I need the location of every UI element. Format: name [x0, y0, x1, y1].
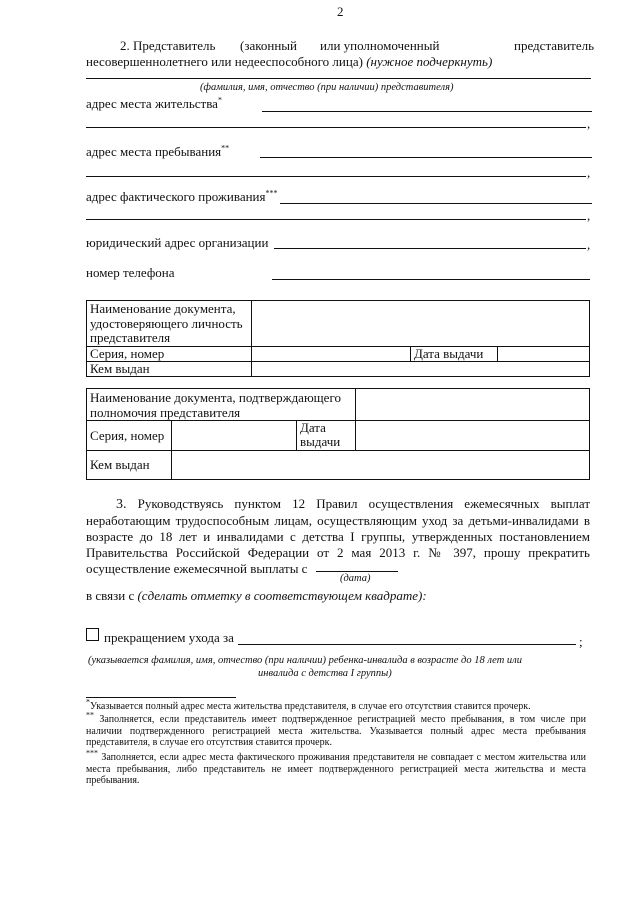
identity-issued-by-cell[interactable]: [252, 361, 590, 376]
care-termination-checkbox[interactable]: [86, 628, 99, 641]
section2-heading-line2: [86, 54, 492, 69]
stay-address-comma: ,: [587, 165, 591, 180]
section2-heading-part2: (законный: [240, 38, 297, 53]
footnote-3: [86, 748, 586, 787]
phone-label: номер телефона: [86, 265, 175, 280]
section2-heading-hint: (нужное подчеркнуть): [366, 54, 493, 69]
section2-heading-part4: представитель: [514, 38, 595, 53]
identity-document-table: [86, 300, 590, 377]
representative-name-line[interactable]: [86, 78, 591, 79]
identity-doc-name-cell[interactable]: [252, 301, 590, 347]
representative-name-caption: (фамилия, имя, отчество (при наличии) представителя): [200, 82, 454, 93]
footnote-2-text: Заполняется, если представитель имеет подтвержденное регистрацией место пребывания, в том числе при наличии подтвержденного регистрацией места жительства. Указывается полный адрес места пребывания представителя, в случае его отсутствия ставится прочерк.: [86, 714, 586, 748]
footnote-1-text: Указывается полный адрес места жительства представителя, в случае его отсутствия ставится прочерк.: [90, 701, 531, 712]
identity-doc-name-label: Наименование документа, удостоверяющего личность представителя: [87, 301, 252, 347]
residence-address-comma: ,: [587, 116, 591, 131]
residence-address-text: адрес места жительства: [86, 96, 218, 111]
identity-series-label: Серия, номер: [87, 346, 252, 361]
authority-series-label: Серия, номер: [87, 421, 172, 451]
reason-line: [86, 588, 427, 603]
identity-issued-by-label: Кем выдан: [87, 361, 252, 376]
actual-address-line2[interactable]: [86, 219, 586, 220]
actual-address-line1[interactable]: [280, 203, 592, 204]
stay-address-label: [86, 144, 229, 159]
stay-footnote-mark: **: [221, 143, 230, 153]
page-number: 2: [337, 4, 344, 19]
identity-series-cell[interactable]: [252, 346, 411, 361]
termination-date-line[interactable]: [316, 571, 398, 572]
legal-address-label: юридический адрес организации: [86, 235, 269, 250]
stay-address-line2[interactable]: [86, 176, 586, 177]
termination-date-caption: (дата): [340, 573, 371, 584]
section3-number: 3.: [116, 497, 127, 512]
section2-heading-part1: 2. Представитель: [120, 38, 216, 53]
authority-date-label-line2: выдачи: [300, 434, 341, 449]
section2-heading-text: несовершеннолетнего или недееспособного лица): [86, 54, 363, 69]
section3-text: Руководствуясь пунктом 12 Правил осуществления ежемесячных выплат неработающим трудоспособным лицам, осуществляющим уход за детьми-инвалидами в возрасте до 18 лет и инвалидами с детства I группы, утвержденных постановлением Правительства Российской Федерации от 2 мая 2013 г. № 397, прошу прекратить осуществление ежемесячной выплаты с: [86, 496, 591, 576]
authority-doc-name-label: Наименование документа, подтверждающего полномочия представителя: [87, 389, 356, 421]
reason-hint: (сделать отметку в соответствующем квадрате):: [137, 588, 427, 603]
authority-issued-by-label: Кем выдан: [87, 451, 172, 480]
footnote-2-mark: **: [86, 710, 94, 720]
authority-date-label: [297, 421, 356, 451]
authority-document-table: [86, 388, 590, 480]
footnote-separator: [86, 697, 236, 698]
legal-address-comma: ,: [587, 237, 591, 252]
child-name-semicolon: ;: [579, 634, 583, 649]
actual-address-text: адрес фактического проживания: [86, 189, 266, 204]
stay-address-line1[interactable]: [260, 157, 592, 158]
footnote-2: [86, 710, 586, 749]
residence-address-label: [86, 96, 222, 111]
footnote-1-mark: *: [86, 697, 90, 707]
section3-paragraph: [86, 496, 590, 577]
identity-date-cell[interactable]: [498, 346, 590, 361]
authority-doc-name-cell[interactable]: [356, 389, 590, 421]
actual-address-label: [86, 189, 278, 204]
actual-address-comma: ,: [587, 208, 591, 223]
phone-line[interactable]: [272, 279, 590, 280]
stay-address-text: адрес места пребывания: [86, 144, 222, 159]
child-name-caption-line2: инвалида с детства I группы): [258, 668, 392, 679]
residence-address-line2[interactable]: [86, 127, 586, 128]
footnote-1: [86, 697, 586, 713]
child-name-line[interactable]: [238, 644, 576, 645]
child-name-caption-line1: (указывается фамилия, имя, отчество (при наличии) ребенка-инвалида в возрасте до 18 лет или: [88, 655, 522, 666]
authority-date-label-line1: Дата: [300, 420, 326, 435]
authority-series-cell[interactable]: [172, 421, 297, 451]
section2-heading-part3: или уполномоченный: [320, 38, 440, 53]
reason-prefix: в связи с: [86, 588, 135, 603]
residence-footnote-mark: *: [217, 95, 222, 105]
authority-issued-by-cell[interactable]: [172, 451, 590, 480]
authority-date-cell[interactable]: [356, 421, 590, 451]
actual-footnote-mark: ***: [265, 188, 278, 198]
footnote-3-mark: ***: [86, 748, 98, 758]
care-termination-label: прекращением ухода за: [104, 630, 234, 645]
legal-address-line[interactable]: [274, 248, 586, 249]
residence-address-line1[interactable]: [262, 111, 592, 112]
footnote-3-text: Заполняется, если адрес места фактического проживания представителя не совпадает с местом жительства или места пребывания, либо представитель не имеет подтвержденного регистрацией места жительства и места пребывания.: [86, 752, 586, 786]
identity-date-label: Дата выдачи: [411, 346, 498, 361]
